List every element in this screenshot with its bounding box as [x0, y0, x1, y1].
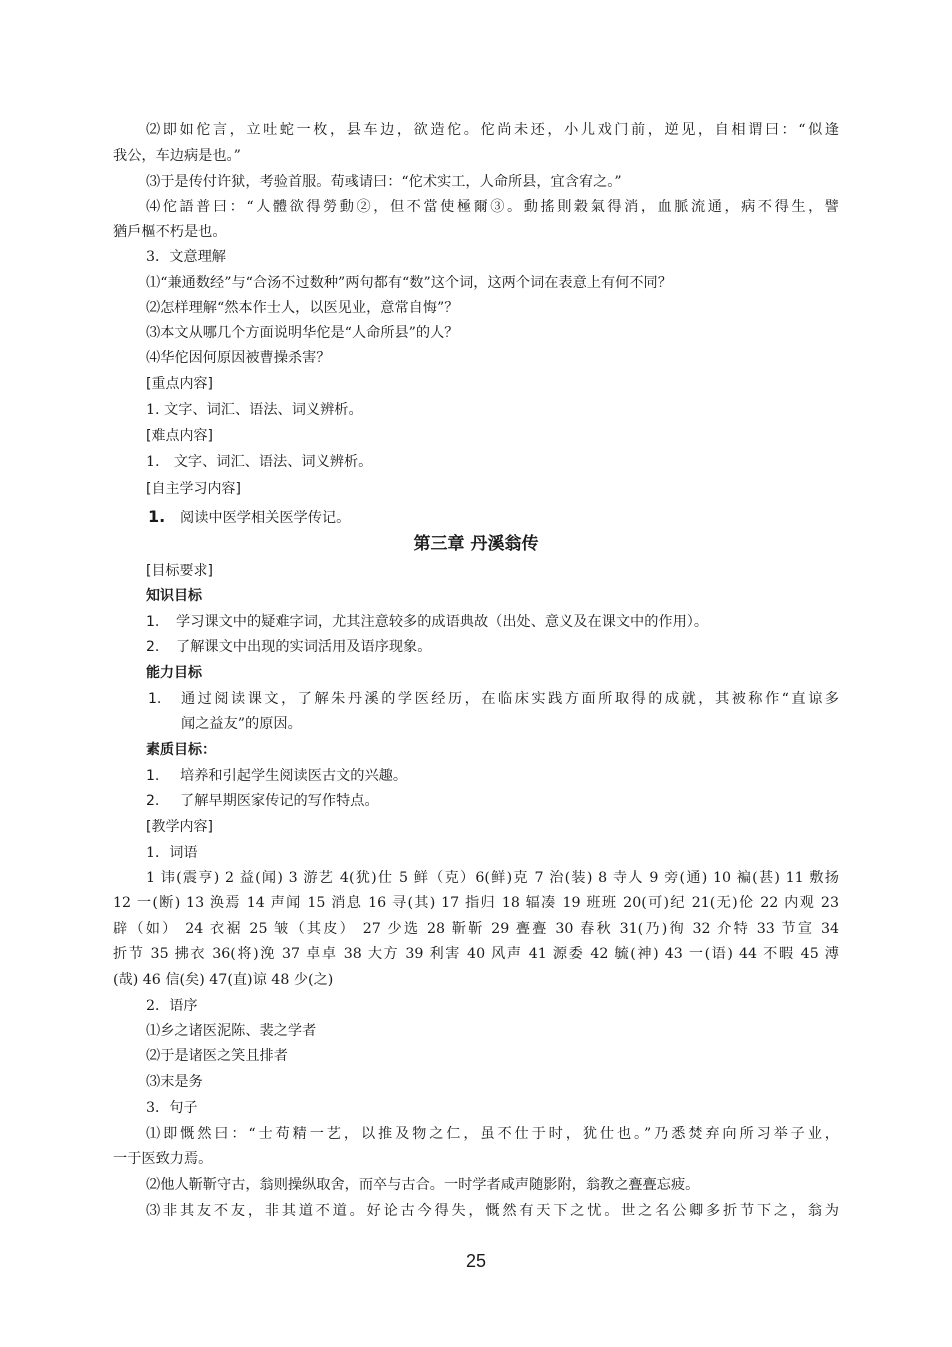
list-item: 了解课文中出现的实词活用及语序现象。	[176, 639, 432, 655]
vocabulary-line: (哉) 46 信(矣) 47(直)谅 48 少(之)	[113, 972, 334, 988]
heading-ability-goal: 能力目标	[146, 665, 202, 681]
heading-quality-goal: 素质目标：	[146, 742, 216, 758]
sentence-line: ⑶非其友不友，非其道不道。好论古今得失，慨然有天下之忧。世之名公卿多折节下之，翁为	[146, 1203, 839, 1219]
list-number: 1.	[146, 614, 160, 630]
section-heading: 3．文意理解	[146, 249, 226, 265]
sentence-line: ⑵他人靳靳守古，翁则操纵取舍，而卒与古合。一时学者咸声随影附，翁教之亹亹忘疲。	[146, 1177, 700, 1193]
section-heading: 2．语序	[146, 998, 198, 1014]
vocabulary-line: 折节 35 拂衣 36(将)浼 37 卓卓 38 大方 39 利害 40 风声 41 源委 42 毓(神) 43 一(语) 44 不暇 45 溥	[113, 946, 839, 962]
content-line: 1. 文字、词汇、语法、词义辨析。	[146, 454, 373, 470]
question-line: ⑶本文从哪几个方面说明华佗是“人命所县”的人？	[146, 325, 459, 341]
content-line: 1. 文字、词汇、语法、词义辨析。	[146, 402, 363, 418]
list-item: 闻之益友”的原因。	[181, 716, 302, 732]
heading-self-study: [自主学习内容]	[146, 481, 241, 497]
chapter-title: 第三章 丹溪翁传	[413, 534, 539, 554]
list-item: 培养和引起学生阅读医古文的兴趣。	[180, 768, 408, 784]
vocabulary-line: 12 一(断) 13 涣焉 14 声闻 15 消息 16 寻(其) 17 指归 18 辐凑 19 班班 20(可)纪 21(无)伦 22 内观 23	[113, 895, 839, 911]
list-item: 了解早期医家传记的写作特点。	[180, 793, 379, 809]
word-order-item: ⑶末是务	[146, 1074, 203, 1090]
heading-knowledge-goal: 知识目标	[146, 588, 202, 604]
paragraph-line: ⑶于是传付许狱，考验首服。荀彧请曰：“佗术实工，人命所县，宜含宥之。”	[146, 174, 622, 190]
page-number: 25	[465, 1251, 487, 1271]
content-line: 阅读中医学相关医学传记。	[180, 510, 351, 526]
list-item: 学习课文中的疑难字词，尤其注意较多的成语典故（出处、意义及在课文中的作用）。	[176, 614, 709, 630]
heading-goals: [目标要求]	[146, 563, 213, 579]
list-number: 2.	[146, 793, 160, 809]
section-heading: 3．句子	[146, 1100, 198, 1116]
list-number: 1.	[146, 768, 160, 784]
word-order-item: ⑴乡之诸医泥陈、裴之学者	[146, 1023, 317, 1039]
list-number: 2.	[146, 639, 160, 655]
paragraph-line: ⑷佗語普曰：“人體欲得勞動②，但不當使極爾③。動搖則穀氣得消，血脈流通，病不得生，譬	[146, 199, 839, 215]
list-number: 1.	[148, 691, 162, 707]
question-line: ⑷华佗因何原因被曹操杀害？	[146, 350, 331, 366]
paragraph-line: 我公，车边病是也。”	[113, 148, 241, 164]
word-order-item: ⑵于是诸医之笑且排者	[146, 1048, 288, 1064]
sentence-line: ⑴即慨然曰：“士苟精一艺，以推及物之仁，虽不仕于时，犹仕也。”乃悉焚弃向所习举子业，	[146, 1126, 839, 1142]
list-item: 通过阅读课文，了解朱丹溪的学医经历，在临床实践方面所取得的成就，其被称作“直谅多	[181, 691, 839, 707]
heading-teaching-content: [教学内容]	[146, 819, 213, 835]
question-line: ⑵怎样理解“然本作士人，以医见业，意常自悔”？	[146, 300, 459, 316]
heading-difficult-content: [难点内容]	[146, 428, 213, 444]
sentence-line: 一于医致力焉。	[113, 1151, 213, 1167]
paragraph-line: 猶戶樞不朽是也。	[113, 224, 227, 240]
vocabulary-line: 辟（如） 24 衣裾 25 皱（其皮） 27 少选 28 靳靳 29 亹亹 30 春秋 31(乃)徇 32 介特 33 节宣 34	[113, 921, 839, 937]
list-number: 1.	[148, 507, 166, 526]
vocabulary-line: 1 讳(震亨) 2 益(闻) 3 游艺 4(犹)仕 5 鲜（克）6(鲜)克 7 治(装) 8 寺人 9 旁(通) 10 褊(甚) 11 敷扬	[146, 870, 839, 886]
heading-key-content: [重点内容]	[146, 376, 213, 392]
question-line: ⑴“兼通数经”与“合汤不过数种”两句都有“数”这个词，这两个词在表意上有何不同？	[146, 275, 672, 291]
paragraph-line: ⑵即如佗言，立吐蛇一枚，县车边，欲造佗。佗尚未还，小儿戏门前，逆见，自相谓曰：“似逢	[146, 122, 839, 138]
section-heading: 1．词语	[146, 845, 198, 861]
